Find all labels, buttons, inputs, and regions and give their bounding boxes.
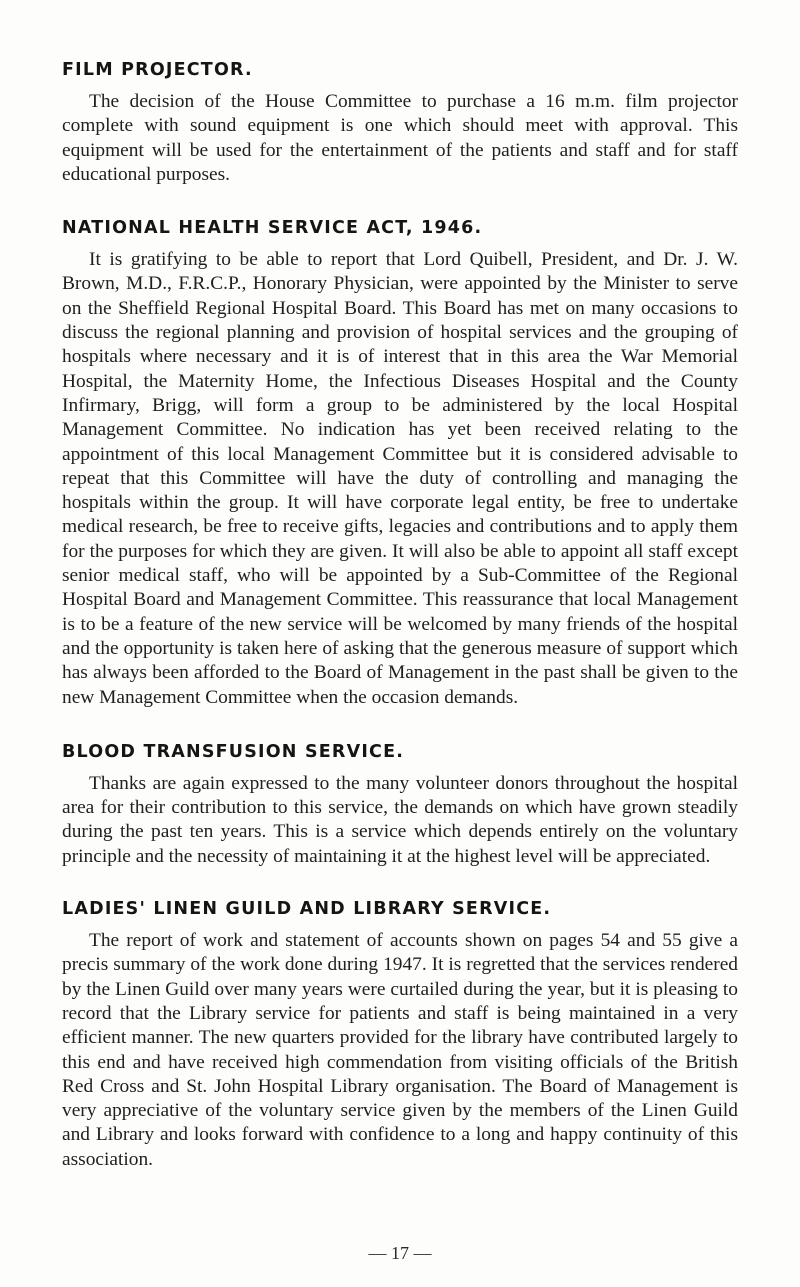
page-content [62,58,738,1172]
section-heading: NATIONAL HEALTH SERVICE ACT, 1946. [62,218,483,239]
section-linen-guild-library [62,897,738,1172]
section-heading: LADIES' LINEN GUILD AND LIBRARY SERVICE. [62,899,552,920]
page-number: — 17 — [368,1243,432,1263]
section-blood-transfusion-service [62,740,738,869]
section-heading: FILM PROJECTOR. [62,60,253,80]
section-heading: BLOOD TRANSFUSION SERVICE. [62,741,405,762]
section-body: It is gratifying to be able to report that Lord Quibell, President, and Dr. J. W. Brown, M.D., F.R.C.P., Honorary Physician, were appointed by the Minister to serve on the Sheffield Regional Hospital Board. This Board has met on many occasions to discuss the regional planning and provision of hospital services and the grouping of hospitals where necessary and it is of interest that in this area the War Memorial Hospital, the Maternity Home, the Infectious Diseases Hospital and the County Infirmary, Brigg, will form a group to be administered by the local Hospital Management Committee. No indication has yet been received relating to the appointment of this local Management Committee but it is considered advisable to repeat that this Committee will have the duty of controlling and managing the hospitals within the group. It will have corporate legal entity, be free to undertake medical research, be free to receive gifts, legacies and contributions and to apply them for the purposes for which they are given. It will also be able to appoint all staff except senior medical staff, who will be appointed by a Sub-Committee of the Regional Hospital Board and Management Committee. This reassurance that local Management is to be a feature of the new service will be welcomed by many friends of the hospital and the opportunity is taken here of asking that the generous measure of support which has always been afforded to the Board of Management in the past shall be given to the new Management Committee when the occasion demands. [62,249,738,708]
section-body: The report of work and statement of accounts shown on pages 54 and 55 give a precis summary of the work done during 1947. It is regretted that the services rendered by the Linen Guild over many years were curtailed during the year, but it is pleasing to record that the Library service for patients and staff is being maintained in a very efficient manner. The new quarters provided for the library have contributed largely to this end and have received high commendation from visiting officials of the British Red Cross and St. John Hospital Library organisation. The Board of Management is very appreciative of the voluntary service given by the members of the Linen Guild and Library and looks forward with confidence to a long and happy continuity of this association. [62,930,738,1170]
section-body: Thanks are again expressed to the many volunteer donors throughout the hospital area for their contribution to this service, the demands on which have grown steadily during the past ten years. This is a service which depends entirely on the voluntary principle and the necessity of maintaining it at the highest level will be appreciated. [62,772,738,867]
section-film-projector [62,58,738,187]
section-national-health-service-act [62,216,738,710]
section-body: The decision of the House Committee to purchase a 16 m.m. film projector complete with sound equipment is one which should meet with approval. This equipment will be used for the entertainment of the patients and staff and for staff educational purposes. [62,91,738,185]
